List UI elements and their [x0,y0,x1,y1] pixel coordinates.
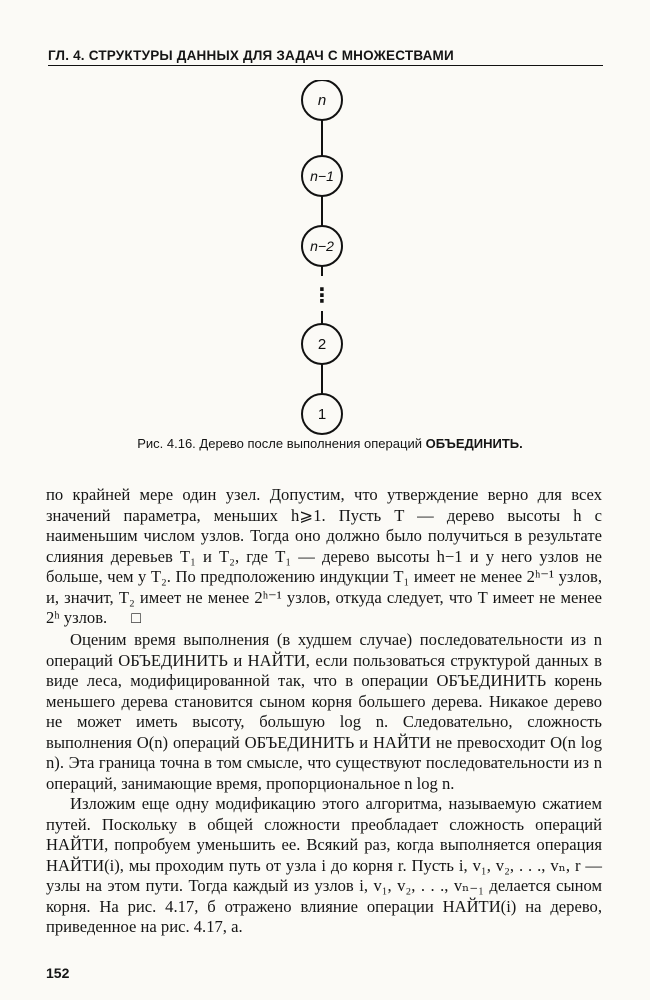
path-compression-paragraph [46,794,602,938]
node-label-n: n [317,92,327,109]
header-rule [48,65,603,66]
qed-symbol: □ [131,610,141,627]
paragraph-1-text: по крайней мере один узел. Допустим, что утверждение верно для всех значений параметра, меньших h⩾1. Пусть T — дерево высоты h с наименьшим числом узлов. Тогда оно должно было получиться в результате слияния деревьев T₁ и T₂, где T₁ — дерево высоты h−1 и у него узлов не больше, чем у T₂. По предположению индукции T₁ имеет не менее 2ʰ⁻¹ узлов, и, значит, T₂ имеет не менее 2ʰ⁻¹ узлов, откуда следует, что T имеет не менее 2ʰ узлов. [46,485,602,627]
node-label-2: 2 [317,336,327,353]
running-header: ГЛ. 4. СТРУКТУРЫ ДАННЫХ ДЛЯ ЗАДАЧ С МНОЖЕСТВАМИ [48,48,454,63]
node-ellipsis: ⋮ [312,285,332,307]
caption-text: Дерево после выполнения операций [199,436,422,451]
node-label-1: 1 [317,406,327,423]
page-number: 152 [46,965,70,981]
node-label-n-minus-1: n−1 [310,168,334,184]
node-label-n-minus-2: n−2 [310,238,334,254]
paragraph-3-text: Изложим еще одну модификацию этого алгоритма, называемую сжатием путей. Поскольку в общей сложности преобладает сложность операций НАЙТИ, попробуем уменьшить ее. Всякий раз, когда выполняется операция НАЙТИ(i), мы проходим путь от узла i до корня r. Пусть i, v₁, v₂, . . ., vₙ, r — узлы на этом пути. Тогда каждый из узлов i, v₁, v₂, . . ., vₙ₋₁ делается сыном корня. На рис. 4.17, б отражено влияние операции НАЙТИ(i) на дерево, приведенное на рис. 4.17, а. [46,794,602,936]
tree-figure [272,80,382,435]
caption-label: Рис. 4.16. [137,436,196,451]
caption-operation: ОБЪЕДИНИТЬ. [425,436,523,451]
complexity-paragraph [46,630,602,794]
paragraph-2-text: Оценим время выполнения (в худшем случае) последовательности из n операций ОБЪЕДИНИТЬ и НАЙТИ, если пользоваться структурой данных в виде леса, модифицированной так, что в операции ОБЪЕДИНИТЬ корень меньшего дерева становится сыном корня большего дерева. Никакое дерево не может иметь высоту, большую log n. Следовательно, сложность выполнения O(n) операций ОБЪЕДИНИТЬ и НАЙТИ не превосходит O(n log n). Эта граница точна в том смысле, что существуют последовательности из n операций, занимающие время, пропорциональное n log n. [46,630,602,793]
proof-end-paragraph [46,485,602,630]
figure-caption [70,436,590,451]
